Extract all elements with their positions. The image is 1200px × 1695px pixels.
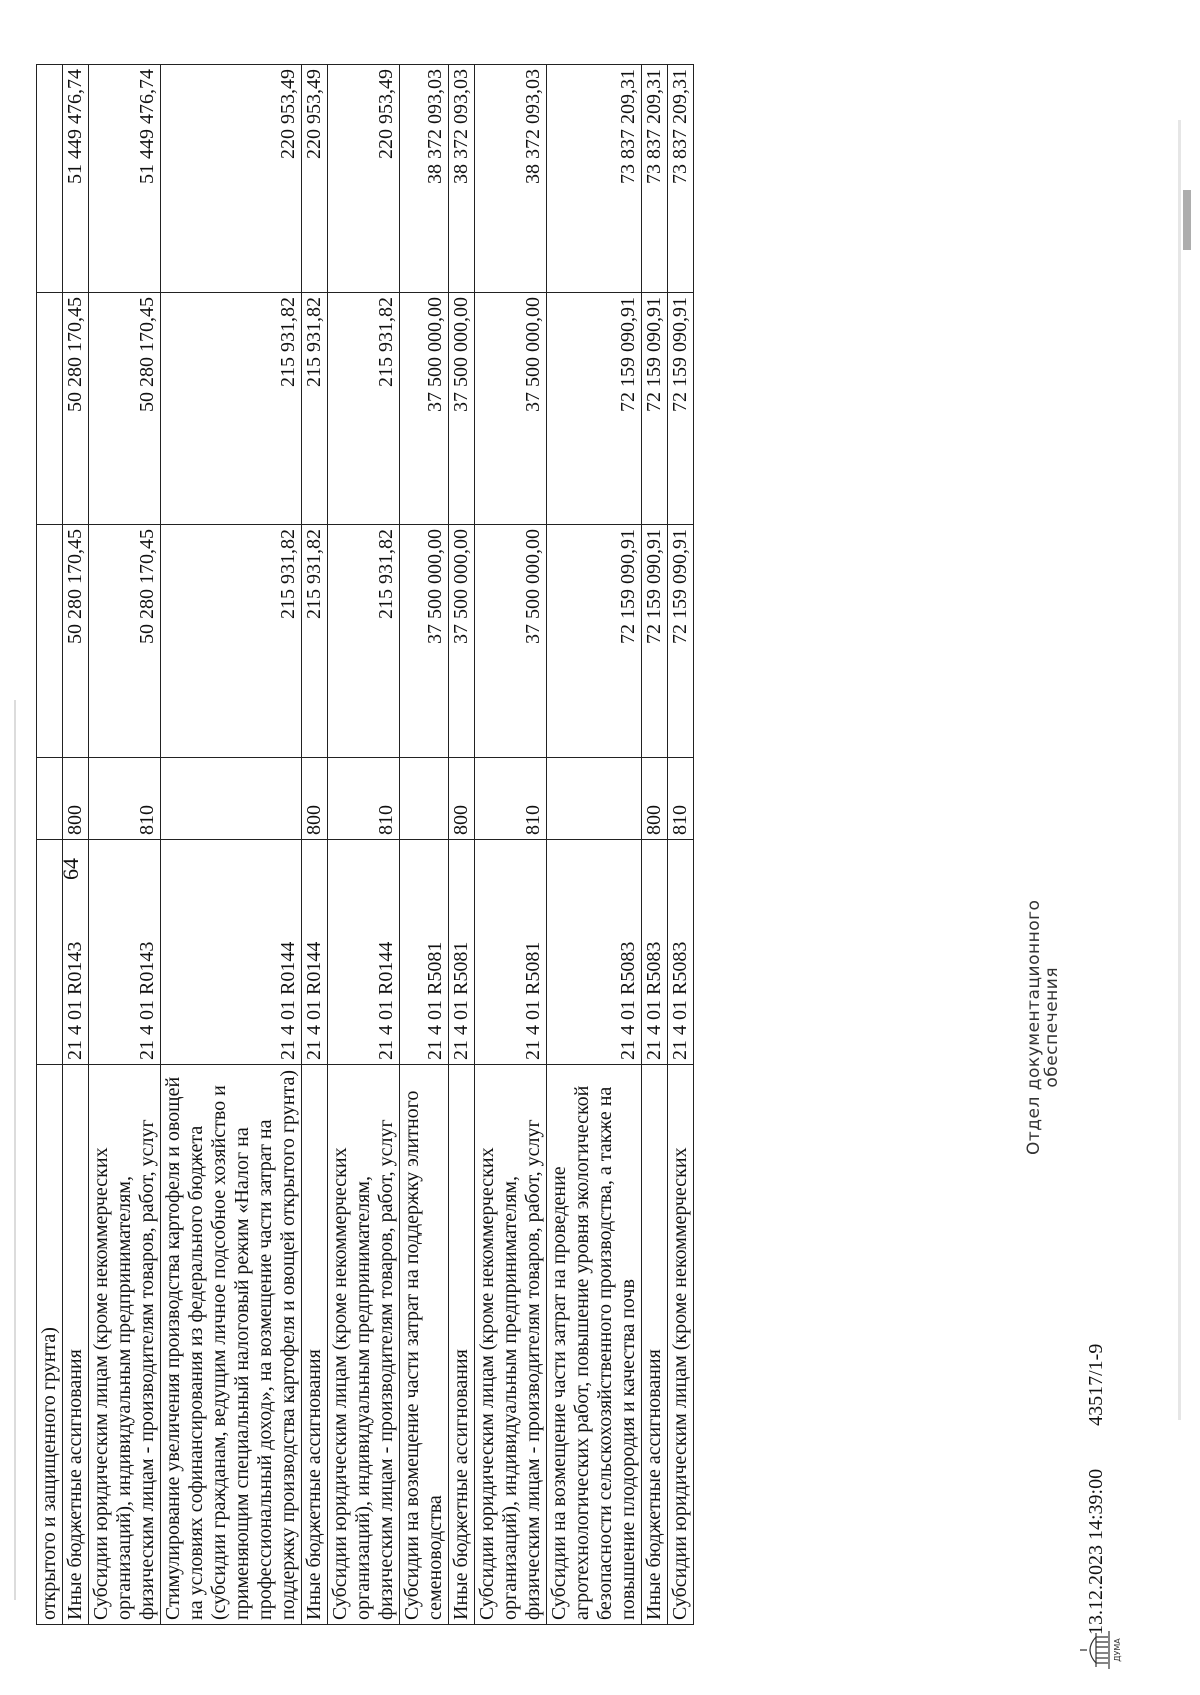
row-value-2: 215 931,82 <box>302 293 328 525</box>
row-value-3: 220 953,49 <box>161 65 302 293</box>
row-value-1: 37 500 000,00 <box>449 525 475 758</box>
row-vr <box>161 758 302 840</box>
row-vr <box>547 758 642 840</box>
row-vr: 810 <box>89 758 161 840</box>
row-value-3: 51 449 476,74 <box>63 65 89 293</box>
row-code: 21 4 01 R0144 <box>302 840 328 1065</box>
row-code: 21 4 01 R5081 <box>400 840 449 1065</box>
row-value-1: 72 159 090,91 <box>668 525 694 758</box>
row-vr: 800 <box>302 758 328 840</box>
table-row <box>668 65 694 1625</box>
row-name: Иные бюджетные ассигнования <box>642 1065 668 1625</box>
row-value-1: 215 931,82 <box>328 525 400 758</box>
row-value-3: 38 372 093,03 <box>400 65 449 293</box>
registration-number: 43517/1-9 <box>1085 1343 1107 1426</box>
row-value-1: 215 931,82 <box>161 525 302 758</box>
duma-logo-icon <box>1078 1623 1122 1677</box>
row-code: 21 4 01 R5083 <box>668 840 694 1065</box>
row-value-1: 72 159 090,91 <box>642 525 668 758</box>
row-value-1: 215 931,82 <box>302 525 328 758</box>
table-row <box>161 65 302 1625</box>
row-value-3: 51 449 476,74 <box>89 65 161 293</box>
table-row <box>449 65 475 1625</box>
table-row <box>642 65 668 1625</box>
page-number: 64 <box>58 858 83 880</box>
row-value-2: 37 500 000,00 <box>400 293 449 525</box>
row-code: 21 4 01 R0143 <box>63 840 89 1065</box>
row-value-1: 50 280 170,45 <box>63 525 89 758</box>
row-name: Субсидии юридическим лицам (кроме некоммерческих организаций), индивидуальным предпринимателям, физическим лицам - производителям товаров, работ, услуг <box>89 1065 161 1625</box>
row-value-3: 38 372 093,03 <box>449 65 475 293</box>
row-value-3: 73 837 209,31 <box>547 65 642 293</box>
row-code: 21 4 01 R0144 <box>328 840 400 1065</box>
table-row <box>547 65 642 1625</box>
row-name: Стимулирование увеличения производства картофеля и овощей на условиях софинансирования из федерального бюджета (субсидии гражданам, ведущим личное подсобное хозяйство и применяющим специальный налоговый режим «Налог на профессиональный доход», на возмещение части затрат на поддержку производства картофеля и овощей открытого грунта) <box>161 1065 302 1625</box>
row-value-1: 50 280 170,45 <box>89 525 161 758</box>
row-value-3: 220 953,49 <box>302 65 328 293</box>
row-value-1: 72 159 090,91 <box>547 525 642 758</box>
row-name: Субсидии юридическим лицам (кроме некоммерческих <box>668 1065 694 1625</box>
row-name: Иные бюджетные ассигнования <box>63 1065 89 1625</box>
row-vr: 800 <box>63 758 89 840</box>
row-value-3 <box>37 65 63 293</box>
table-row <box>37 65 63 1625</box>
row-vr: 810 <box>328 758 400 840</box>
row-name: Иные бюджетные ассигнования <box>302 1065 328 1625</box>
row-name: Субсидии на возмещение части затрат на проведение агротехнологических работ, повышение уровня экологической безопасности сельскохозяйственного производства, а также на повышение плодородия и качества почв <box>547 1065 642 1625</box>
row-vr: 810 <box>475 758 547 840</box>
table-row <box>400 65 449 1625</box>
row-value-2: 72 159 090,91 <box>547 293 642 525</box>
row-value-3: 73 837 209,31 <box>668 65 694 293</box>
row-vr <box>400 758 449 840</box>
row-code: 21 4 01 R5081 <box>449 840 475 1065</box>
budget-table <box>36 64 694 1625</box>
row-code: 21 4 01 R5081 <box>475 840 547 1065</box>
row-value-2: 37 500 000,00 <box>475 293 547 525</box>
row-value-1: 37 500 000,00 <box>475 525 547 758</box>
row-code: 21 4 01 R5083 <box>547 840 642 1065</box>
row-code: 21 4 01 R0143 <box>89 840 161 1065</box>
row-code <box>37 840 63 1065</box>
row-vr: 800 <box>449 758 475 840</box>
row-value-2 <box>37 293 63 525</box>
table-row <box>63 65 89 1625</box>
row-name: Субсидии на возмещение части затрат на поддержку элитного семеноводства <box>400 1065 449 1625</box>
row-code: 21 4 01 R0144 <box>161 840 302 1065</box>
row-value-2: 72 159 090,91 <box>642 293 668 525</box>
row-value-2: 50 280 170,45 <box>89 293 161 525</box>
row-value-2: 72 159 090,91 <box>668 293 694 525</box>
table-row <box>328 65 400 1625</box>
row-code: 21 4 01 R5083 <box>642 840 668 1065</box>
row-value-1 <box>37 525 63 758</box>
table-row <box>475 65 547 1625</box>
row-value-3: 220 953,49 <box>328 65 400 293</box>
department-stamp-line1: Отдел документационного <box>1024 899 1044 1155</box>
row-name: Иные бюджетные ассигнования <box>449 1065 475 1625</box>
row-value-3: 73 837 209,31 <box>642 65 668 293</box>
row-vr: 810 <box>668 758 694 840</box>
row-vr: 800 <box>642 758 668 840</box>
table-row <box>302 65 328 1625</box>
row-name: Субсидии юридическим лицам (кроме некоммерческих организаций), индивидуальным предпринимателям, физическим лицам - производителям товаров, работ, услуг <box>328 1065 400 1625</box>
table-row <box>89 65 161 1625</box>
registration-stamp <box>1085 1306 1108 1635</box>
department-stamp <box>1025 900 1061 1155</box>
row-value-1: 37 500 000,00 <box>400 525 449 758</box>
row-value-3: 38 372 093,03 <box>475 65 547 293</box>
row-value-2: 215 931,82 <box>161 293 302 525</box>
row-vr <box>37 758 63 840</box>
row-value-2: 50 280 170,45 <box>63 293 89 525</box>
duma-logo-text: ДУМА <box>1113 1638 1122 1662</box>
department-stamp-line2: обеспечения <box>1042 966 1062 1088</box>
registration-date: 13.12.2023 14:39:00 <box>1085 1468 1107 1635</box>
row-value-2: 215 931,82 <box>328 293 400 525</box>
row-value-2: 37 500 000,00 <box>449 293 475 525</box>
row-name: Субсидии юридическим лицам (кроме некоммерческих организаций), индивидуальным предпринимателям, физическим лицам - производителям товаров, работ, услуг <box>475 1065 547 1625</box>
row-name: открытого и защищенного грунта) <box>37 1065 63 1625</box>
